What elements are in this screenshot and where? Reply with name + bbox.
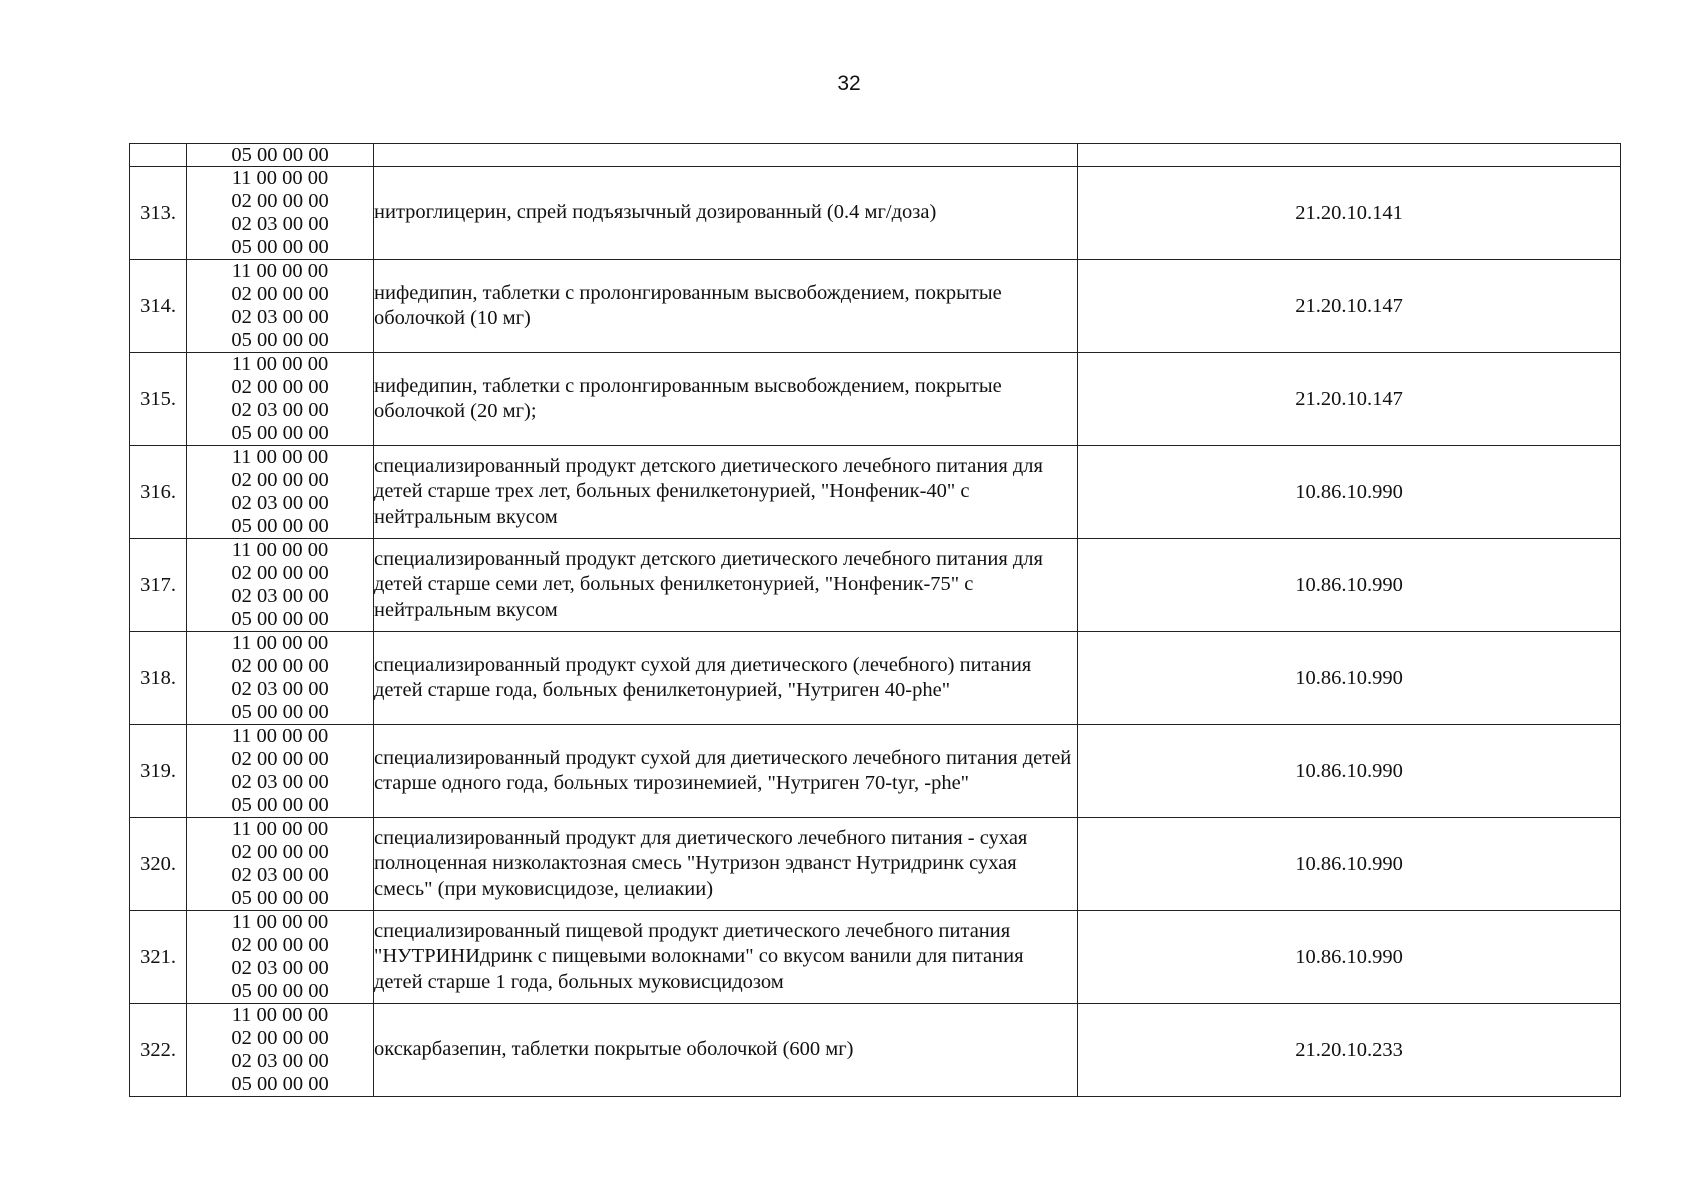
code-line: 11 00 00 00 — [231, 818, 329, 840]
code-line: 11 00 00 00 — [231, 911, 329, 933]
code-line: 02 03 00 00 — [231, 957, 329, 979]
row-name — [374, 144, 1078, 167]
row-name: нитроглицерин, спрей подъязычный дозированный (0.4 мг/доза) — [374, 167, 1078, 260]
row-codes — [187, 260, 374, 353]
code-line: 05 00 00 00 — [231, 701, 329, 723]
row-number: 316. — [130, 446, 187, 539]
table-row — [130, 1004, 1621, 1097]
code-line: 05 00 00 00 — [231, 144, 329, 166]
table-row — [130, 446, 1621, 539]
code-line: 02 03 00 00 — [231, 492, 329, 514]
code-line: 02 00 00 00 — [231, 562, 329, 584]
code-line: 02 03 00 00 — [231, 1050, 329, 1072]
table-row — [130, 260, 1621, 353]
table-body — [130, 144, 1621, 1097]
code-line: 11 00 00 00 — [231, 725, 329, 747]
code-line: 02 00 00 00 — [231, 655, 329, 677]
row-okpd-code: 21.20.10.233 — [1078, 1004, 1621, 1097]
table-row — [130, 539, 1621, 632]
code-line: 11 00 00 00 — [231, 539, 329, 561]
code-line: 05 00 00 00 — [231, 236, 329, 258]
code-line: 11 00 00 00 — [231, 446, 329, 468]
code-line: 05 00 00 00 — [231, 1073, 329, 1095]
code-line: 02 00 00 00 — [231, 283, 329, 305]
row-okpd-code: 10.86.10.990 — [1078, 446, 1621, 539]
row-codes — [187, 725, 374, 818]
table-row — [130, 632, 1621, 725]
code-line: 02 00 00 00 — [231, 841, 329, 863]
table-row — [130, 353, 1621, 446]
code-line: 02 00 00 00 — [231, 190, 329, 212]
row-name: окскарбазепин, таблетки покрытые оболочкой (600 мг) — [374, 1004, 1078, 1097]
row-codes — [187, 539, 374, 632]
row-okpd-code — [1078, 144, 1621, 167]
code-line: 11 00 00 00 — [231, 167, 329, 189]
code-line: 02 00 00 00 — [231, 1027, 329, 1049]
row-name: специализированный продукт сухой для диетического лечебного питания детей старше одного года, больных тирозинемией, "Нутриген 70-tyr, -phe" — [374, 725, 1078, 818]
row-codes — [187, 818, 374, 911]
row-number: 321. — [130, 911, 187, 1004]
code-line: 02 03 00 00 — [231, 678, 329, 700]
code-line: 05 00 00 00 — [231, 329, 329, 351]
row-okpd-code: 10.86.10.990 — [1078, 911, 1621, 1004]
row-codes — [187, 144, 374, 167]
code-line: 05 00 00 00 — [231, 980, 329, 1002]
continuation-row — [130, 144, 1621, 167]
row-codes — [187, 911, 374, 1004]
table-row — [130, 818, 1621, 911]
row-okpd-code: 21.20.10.141 — [1078, 167, 1621, 260]
row-number — [130, 144, 187, 167]
code-line: 05 00 00 00 — [231, 608, 329, 630]
row-number: 319. — [130, 725, 187, 818]
drug-list-table — [129, 143, 1621, 1097]
row-name: специализированный продукт сухой для диетического (лечебного) питания детей старше года, больных фенилкетонурией, "Нутриген 40-phe" — [374, 632, 1078, 725]
row-codes — [187, 632, 374, 725]
row-name: специализированный продукт детского диетического лечебного питания для детей старше трех лет, больных фенилкетонурией, "Нонфеник-40" с нейтральным вкусом — [374, 446, 1078, 539]
row-name: специализированный пищевой продукт диетического лечебного питания "НУТРИНИдринк с пищевыми волокнами" со вкусом ванили для питания детей старше 1 года, больных муковисцидозом — [374, 911, 1078, 1004]
row-number: 322. — [130, 1004, 187, 1097]
row-codes — [187, 1004, 374, 1097]
row-codes — [187, 167, 374, 260]
code-line: 05 00 00 00 — [231, 887, 329, 909]
code-line: 02 03 00 00 — [231, 864, 329, 886]
page-number: 32 — [837, 72, 861, 95]
code-line: 11 00 00 00 — [231, 260, 329, 282]
code-line: 02 03 00 00 — [231, 213, 329, 235]
code-line: 02 00 00 00 — [231, 376, 329, 398]
row-name: специализированный продукт для диетического лечебного питания - сухая полноценная низколактозная смесь "Нутризон эдванст Нутридринк сухая смесь" (при муковисцидозе, целиакии) — [374, 818, 1078, 911]
row-number: 317. — [130, 539, 187, 632]
row-number: 313. — [130, 167, 187, 260]
row-okpd-code: 10.86.10.990 — [1078, 725, 1621, 818]
code-line: 05 00 00 00 — [231, 794, 329, 816]
code-line: 02 03 00 00 — [231, 771, 329, 793]
table-row — [130, 167, 1621, 260]
row-okpd-code: 10.86.10.990 — [1078, 539, 1621, 632]
row-codes — [187, 353, 374, 446]
code-line: 11 00 00 00 — [231, 1004, 329, 1026]
row-okpd-code: 21.20.10.147 — [1078, 260, 1621, 353]
table-row — [130, 725, 1621, 818]
row-number: 318. — [130, 632, 187, 725]
code-line: 11 00 00 00 — [231, 353, 329, 375]
code-line: 02 03 00 00 — [231, 585, 329, 607]
code-line: 02 00 00 00 — [231, 469, 329, 491]
row-codes — [187, 446, 374, 539]
row-number: 315. — [130, 353, 187, 446]
code-line: 02 00 00 00 — [231, 934, 329, 956]
code-line: 05 00 00 00 — [231, 515, 329, 537]
row-name: специализированный продукт детского диетического лечебного питания для детей старше семи лет, больных фенилкетонурией, "Нонфеник-75" с нейтральным вкусом — [374, 539, 1078, 632]
code-line: 02 03 00 00 — [231, 399, 329, 421]
table-row — [130, 911, 1621, 1004]
row-okpd-code: 10.86.10.990 — [1078, 632, 1621, 725]
code-line: 11 00 00 00 — [231, 632, 329, 654]
row-name: нифедипин, таблетки с пролонгированным высвобождением, покрытые оболочкой (10 мг) — [374, 260, 1078, 353]
code-line: 02 00 00 00 — [231, 748, 329, 770]
code-line: 02 03 00 00 — [231, 306, 329, 328]
row-okpd-code: 21.20.10.147 — [1078, 353, 1621, 446]
row-name: нифедипин, таблетки с пролонгированным высвобождением, покрытые оболочкой (20 мг); — [374, 353, 1078, 446]
row-number: 320. — [130, 818, 187, 911]
code-line: 05 00 00 00 — [231, 422, 329, 444]
row-number: 314. — [130, 260, 187, 353]
row-okpd-code: 10.86.10.990 — [1078, 818, 1621, 911]
